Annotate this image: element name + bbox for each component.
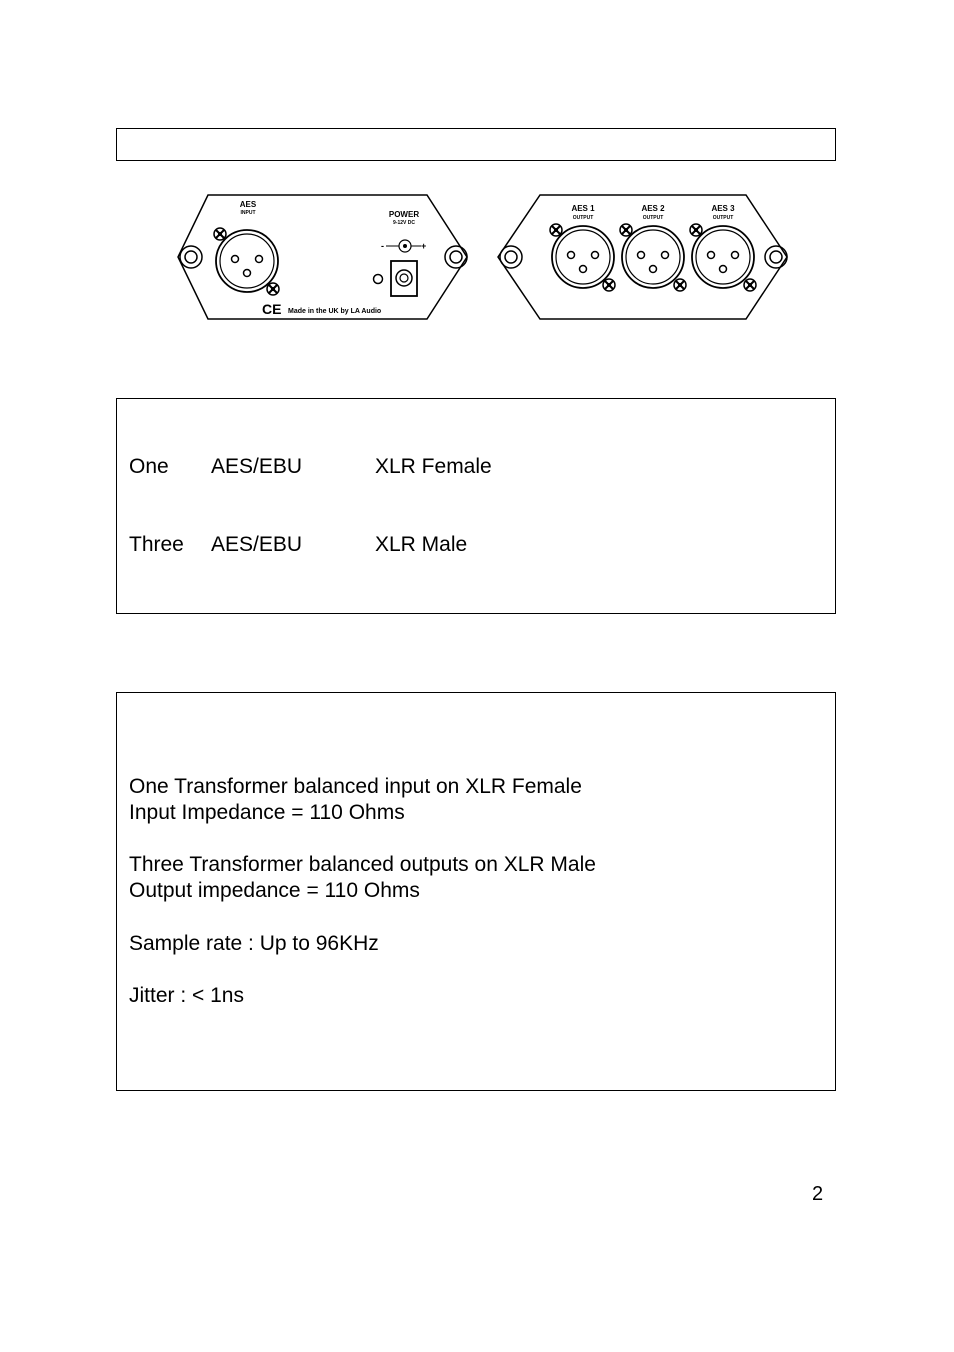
output-label: AES 3 [711, 204, 735, 213]
title-box [116, 128, 836, 161]
output-label: AES 1 [571, 204, 595, 213]
connection-format: AES/EBU [211, 533, 303, 556]
output-panel [498, 195, 787, 319]
output-sublabel: OUTPUT [712, 215, 734, 221]
output-sublabel: OUTPUT [642, 215, 664, 221]
spec-sample-rate: Sample rate : Up to 96KHz [129, 932, 379, 955]
dc-power-jack [391, 261, 417, 296]
power-sublabel: 9-12V DC [393, 220, 415, 226]
output-label: AES 2 [641, 204, 665, 213]
page-number: 2 [812, 1183, 824, 1205]
connection-count: Three [129, 533, 184, 556]
connection-format: AES/EBU [211, 455, 303, 478]
polarity-minus: - [381, 241, 384, 251]
ce-mark: CE [262, 301, 282, 317]
power-label: POWER [388, 210, 420, 219]
aes-input-sublabel: INPUT [240, 210, 256, 216]
connections-box [116, 398, 836, 614]
connection-count: One [129, 455, 169, 478]
polarity-plus: + [421, 241, 427, 251]
specifications-box [116, 692, 836, 1091]
output-sublabel: OUTPUT [572, 215, 594, 221]
made-in-uk-text: Made in the UK by LA Audio [288, 308, 382, 315]
spec-input-impedance: Input Impedance = 110 Ohms [129, 801, 405, 824]
spec-output-impedance: Output impedance = 110 Ohms [129, 879, 420, 902]
rear-panel-diagram [176, 192, 790, 324]
connection-connector: XLR Male [375, 533, 468, 556]
connection-connector: XLR Female [375, 455, 492, 478]
aes-input-label: AES [239, 200, 257, 209]
input-panel [178, 195, 467, 319]
spec-jitter: Jitter : < 1ns [129, 984, 244, 1007]
spec-input-type: One Transformer balanced input on XLR Female [129, 775, 582, 798]
spec-output-type: Three Transformer balanced outputs on XLR Male [129, 853, 596, 876]
